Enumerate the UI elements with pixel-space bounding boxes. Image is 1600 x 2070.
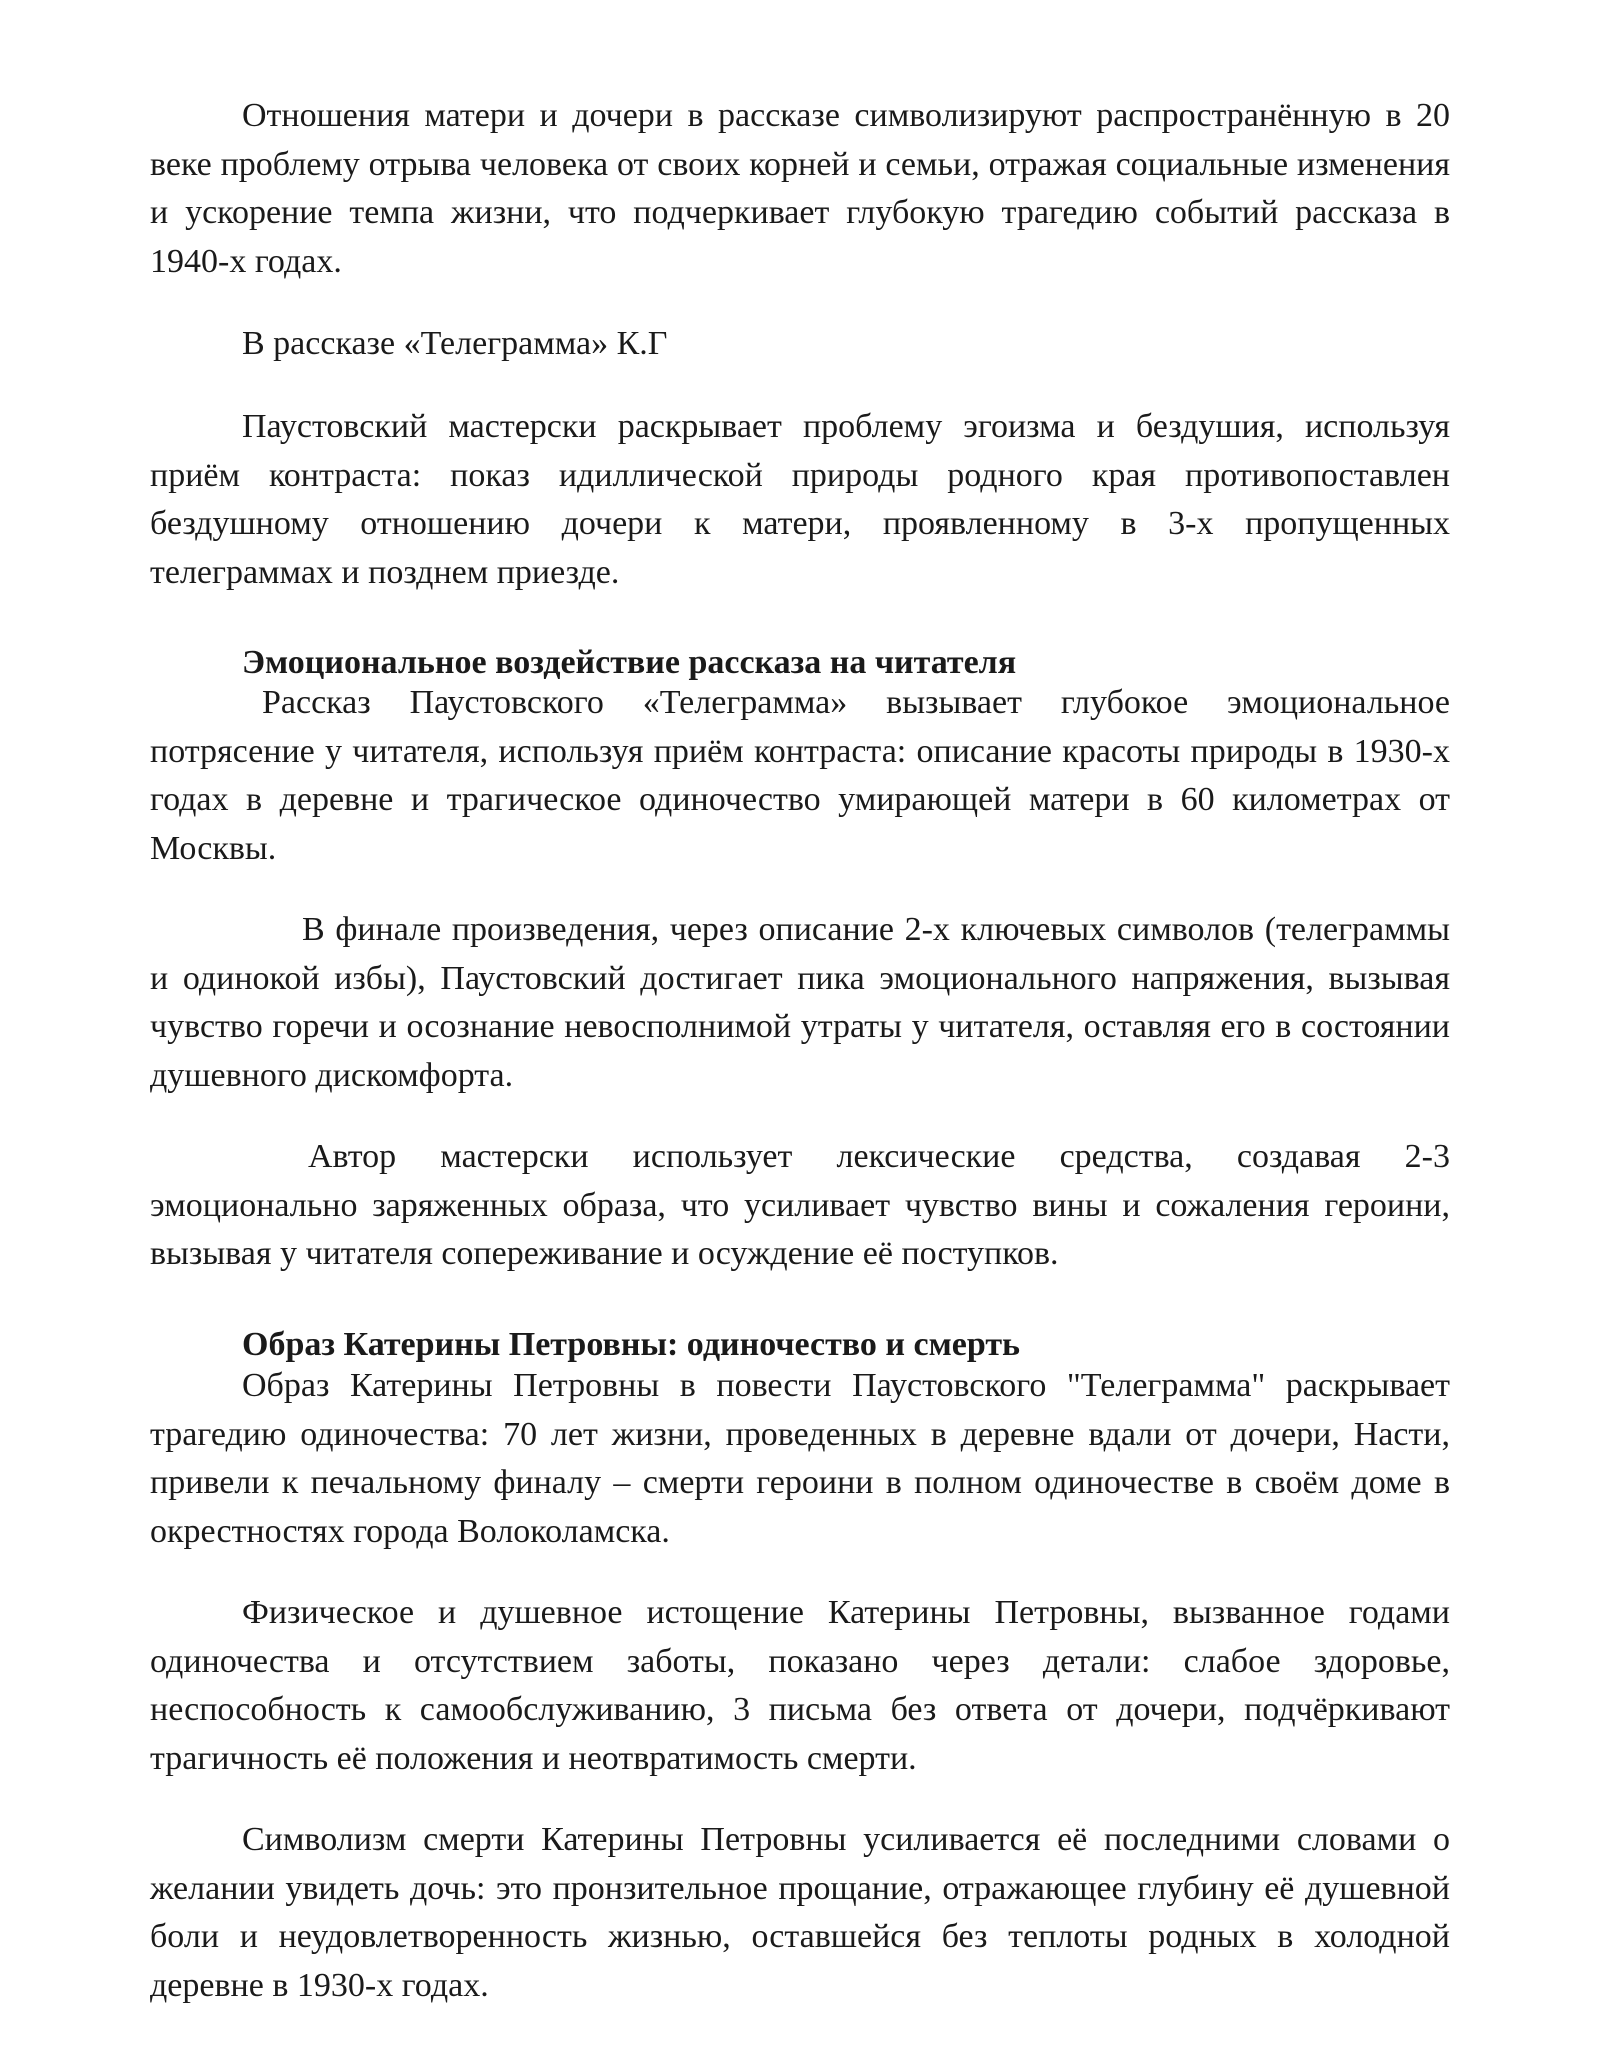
paragraph-telegram-intro: В рассказе «Телеграмма» К.Г [242, 325, 668, 362]
paragraph-intro: Отношения матери и дочери в рассказе символизируют распространённую в 20 веке проблему отрыва человека от своих корней и семьи, отражая социальные изменения и ускорение темпа жизни, что подчеркивает глубокую трагедию событий рассказа в 1940-х годах. [150, 97, 1450, 280]
heading-katerina-image: Образ Катерины Петровны: одиночество и смерть [242, 1326, 1020, 1363]
paragraph-emotional-shock: Рассказ Паустовского «Телеграмма» вызывает глубокое эмоциональное потрясение у читателя, используя приём контраста: описание красоты природы в 1930-х годах в деревне и трагическое одиночество умирающей матери в 60 километрах от Москвы. [150, 684, 1450, 867]
heading-emotional-impact: Эмоциональное воздействие рассказа на читателя [242, 644, 1017, 681]
paragraph-lexical-means: Автор мастерски использует лексические средства, создавая 2-3 эмоционально заряженных образа, что усиливает чувство вины и сожаления героини, вызывая у читателя сопереживание и осуждение её поступков. [150, 1138, 1450, 1272]
paragraph-loneliness: Образ Катерины Петровны в повести Паустовского "Телеграмма" раскрывает трагедию одиночества: 70 лет жизни, проведенных в деревне вдали от дочери, Насти, привели к печальному финалу – смерти героини в полном одиночестве в своём доме в окрестностях города Волоколамска. [150, 1367, 1450, 1550]
paragraph-finale-symbols: В финале произведения, через описание 2-х ключевых символов (телеграммы и одинокой избы), Паустовский достигает пика эмоционального напряжения, вызывая чувство горечи и осознание невосполнимой утраты у читателя, оставляя его в состоянии душевного дискомфорта. [150, 911, 1450, 1094]
paragraph-exhaustion: Физическое и душевное истощение Катерины Петровны, вызванное годами одиночества и отсутствием заботы, показано через детали: слабое здоровье, неспособность к самообслуживанию, 3 письма без ответа от дочери, подчёркивают трагичность её положения и неотвратимость смерти. [150, 1594, 1450, 1777]
paragraph-symbolism-death: Символизм смерти Катерины Петровны усиливается её последними словами о желании увидеть дочь: это пронзительное прощание, отражающее глубину её душевной боли и неудовлетворенность жизнью, оставшейся без теплоты родных в холодной деревне в 1930-х годах. [150, 1821, 1450, 2004]
paragraph-contrast: Паустовский мастерски раскрывает проблему эгоизма и бездушия, используя приём контраста: показ идиллической природы родного края противопоставлен бездушному отношению дочери к матери, проявленному в 3-х пропущенных телеграммах и позднем приезде. [150, 408, 1450, 591]
